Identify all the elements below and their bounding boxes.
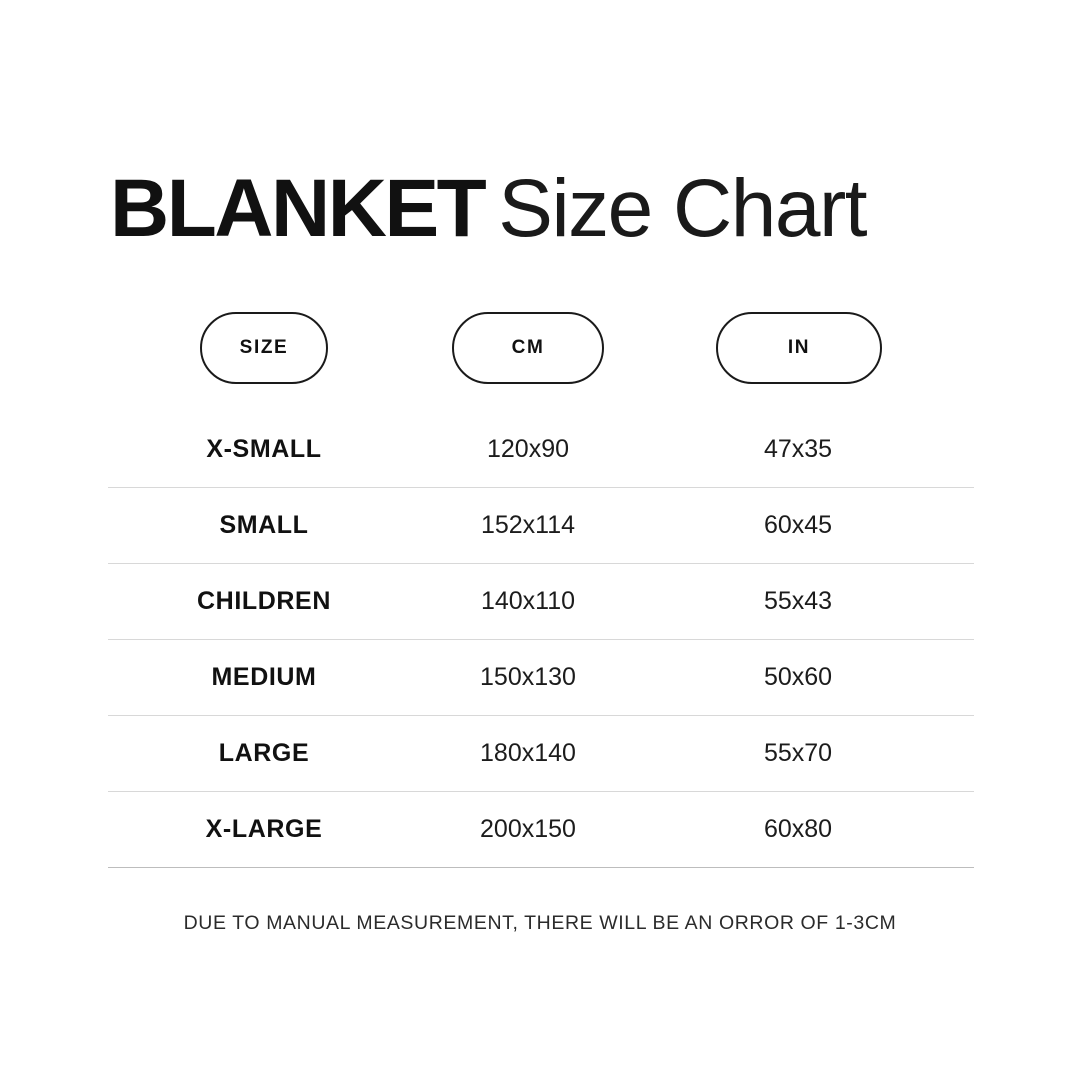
cell-cm: 180x140 bbox=[480, 739, 576, 767]
cell-in: 60x80 bbox=[763, 815, 833, 843]
page-title bbox=[110, 163, 990, 254]
column-header-in bbox=[716, 312, 882, 384]
cell-cm: 140x110 bbox=[480, 587, 576, 615]
cell-size: MEDIUM bbox=[211, 663, 317, 691]
size-table bbox=[108, 412, 974, 868]
cell-in: 50x60 bbox=[763, 663, 833, 691]
cell-in: 60x45 bbox=[763, 511, 833, 539]
cell-in: 55x43 bbox=[763, 587, 833, 615]
cell-size: SMALL bbox=[219, 511, 309, 539]
table-row bbox=[108, 488, 974, 564]
table-row bbox=[108, 640, 974, 716]
cell-size: X-SMALL bbox=[206, 435, 322, 463]
table-header bbox=[108, 312, 974, 386]
cell-cm: 200x150 bbox=[480, 815, 576, 843]
cell-size: X-LARGE bbox=[205, 815, 323, 843]
cell-in: 55x70 bbox=[763, 739, 833, 767]
measurement-disclaimer: DUE TO MANUAL MEASUREMENT, THERE WILL BE AN ORROR OF 1-3CM bbox=[183, 912, 897, 934]
page-title-light: Size Chart bbox=[498, 163, 867, 254]
table-row bbox=[108, 412, 974, 488]
table-row bbox=[108, 564, 974, 640]
cell-cm: 120x90 bbox=[486, 435, 570, 463]
column-header-in-label: IN bbox=[787, 337, 811, 358]
column-header-size-label: SIZE bbox=[239, 337, 289, 358]
table-row bbox=[108, 716, 974, 792]
table-row bbox=[108, 792, 974, 868]
page-title-bold: BLANKET bbox=[110, 163, 485, 254]
cell-cm: 152x114 bbox=[480, 511, 576, 539]
cell-cm: 150x130 bbox=[480, 663, 576, 691]
cell-size: LARGE bbox=[218, 739, 310, 767]
column-header-size bbox=[200, 312, 328, 384]
cell-in: 47x35 bbox=[763, 435, 833, 463]
column-header-cm-label: CM bbox=[511, 337, 545, 358]
column-header-cm bbox=[452, 312, 604, 384]
cell-size: CHILDREN bbox=[197, 587, 331, 615]
